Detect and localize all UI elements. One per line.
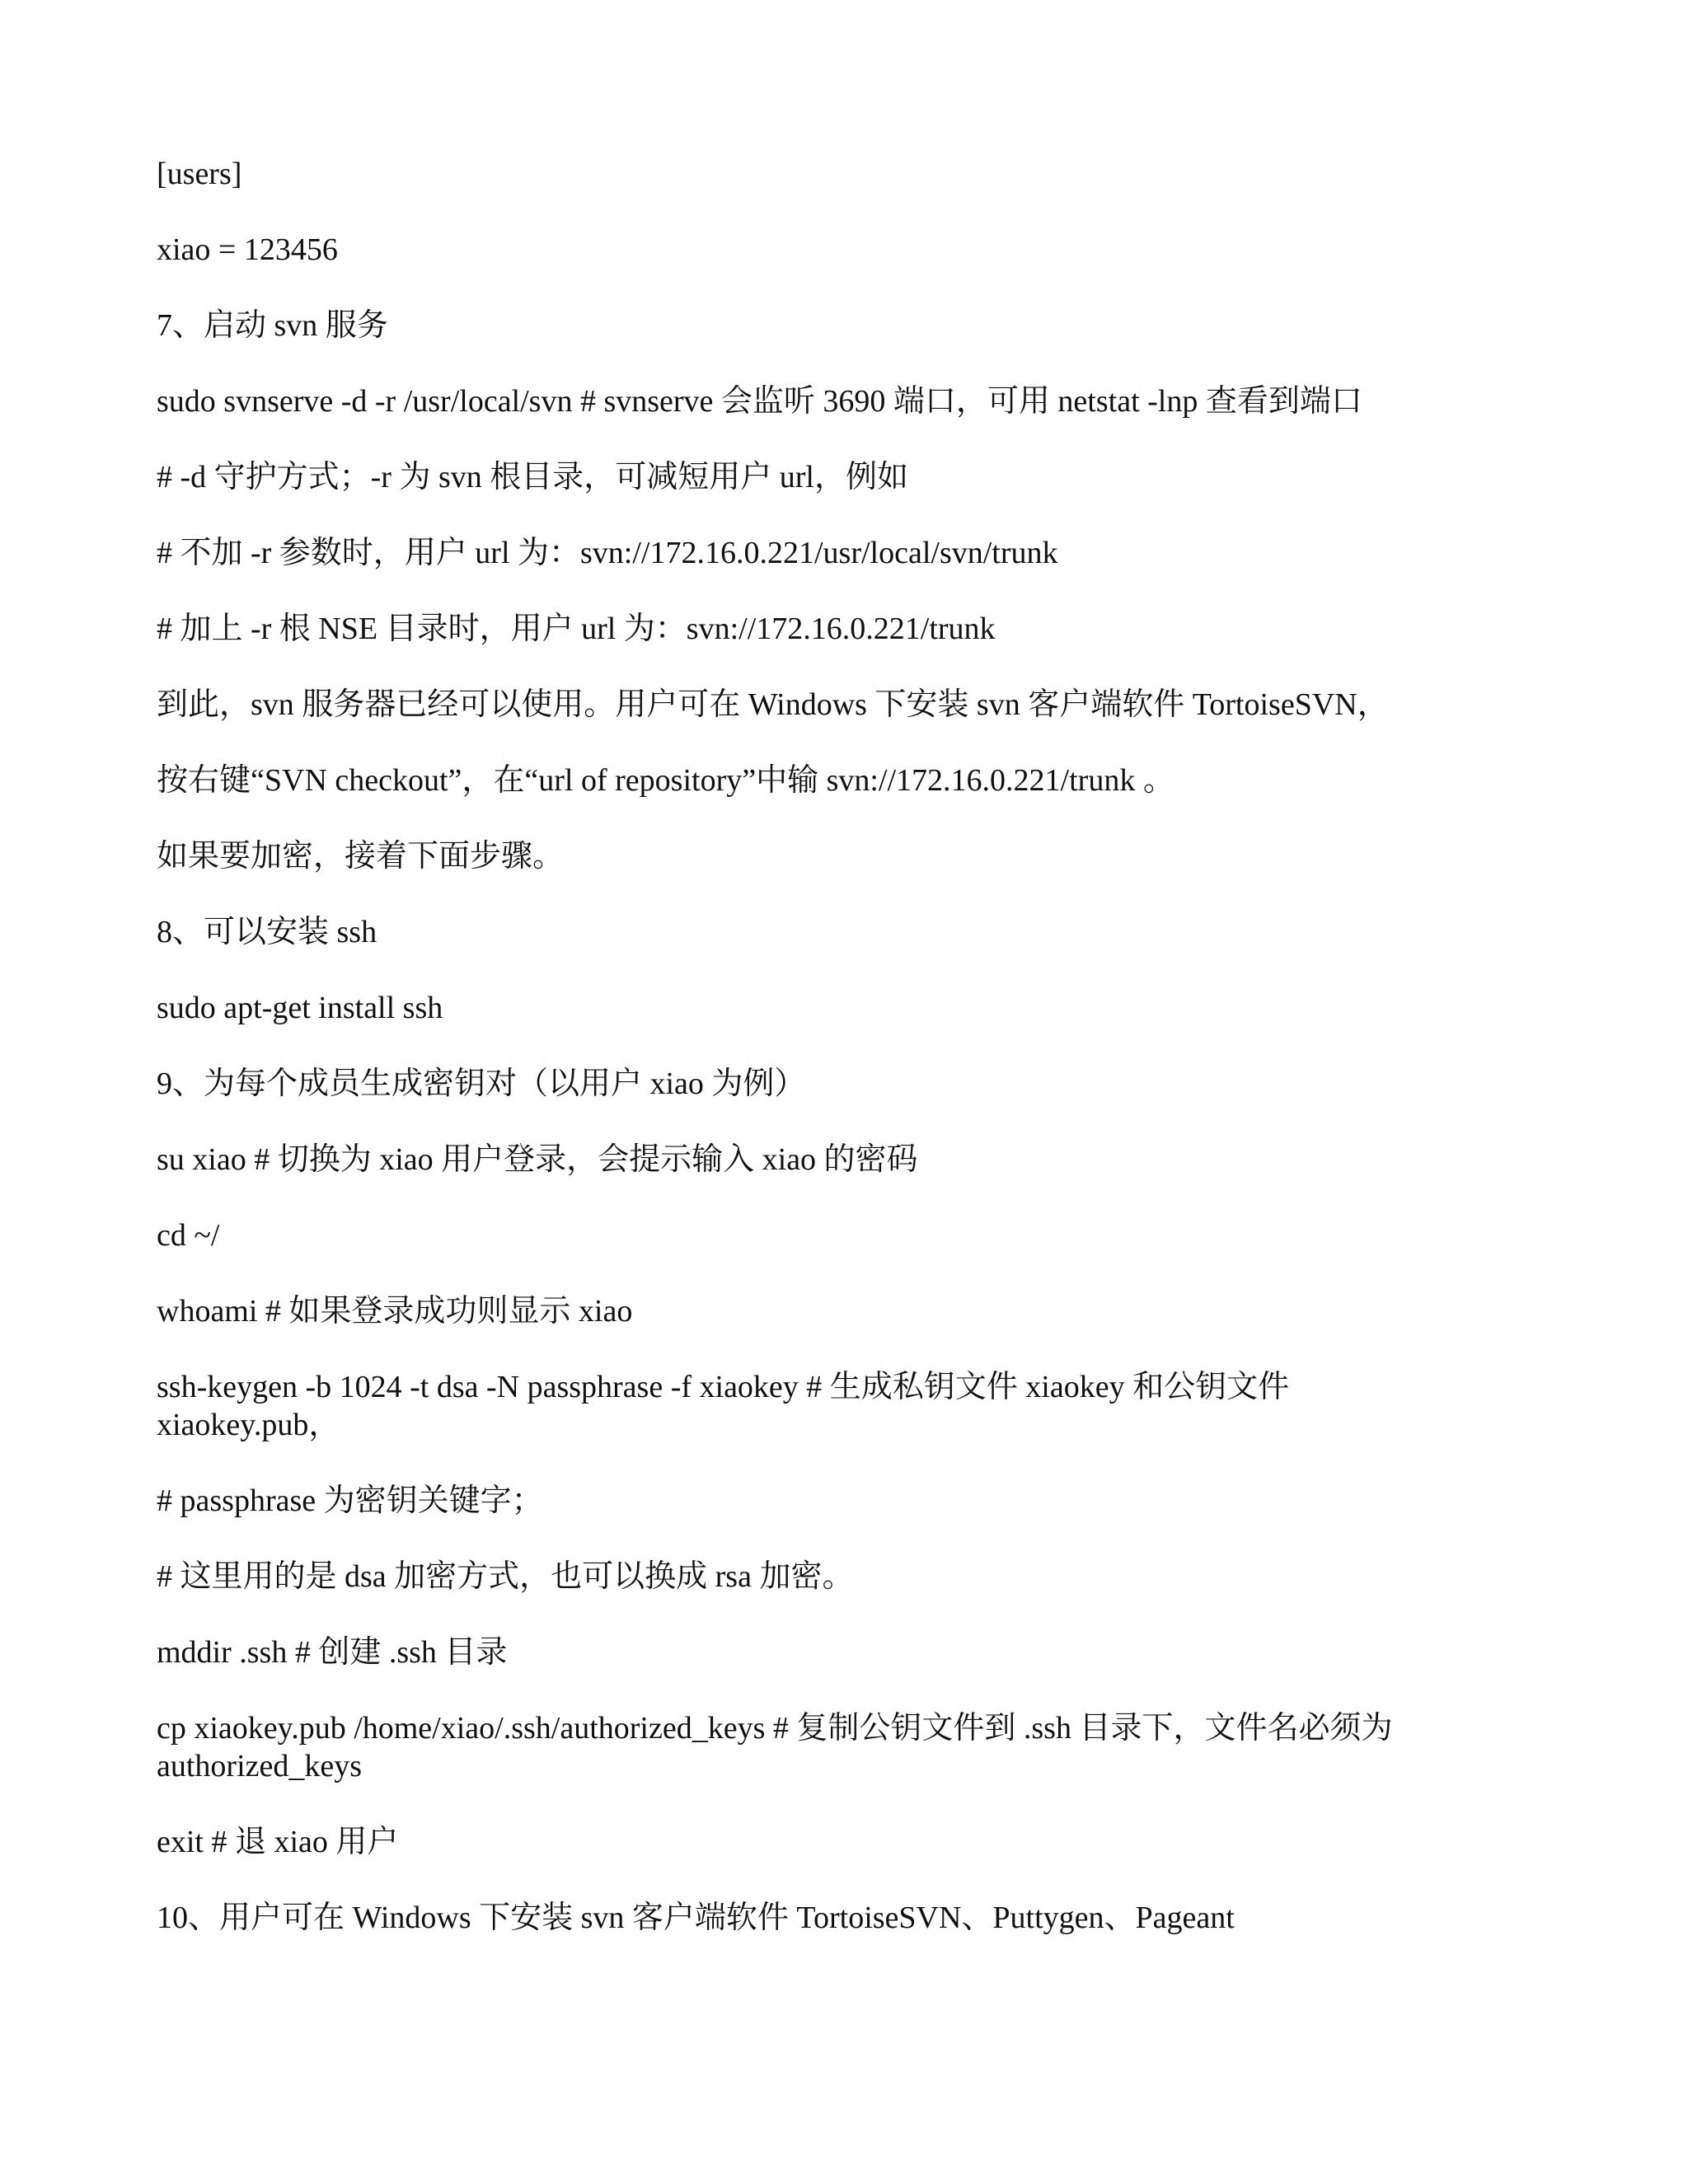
text-line-encrypt-note: 如果要加密，接着下面步骤。: [157, 839, 565, 874]
text-line-passphrase-comment: # passphrase 为密钥关键字；: [157, 1483, 543, 1518]
text-line-step-10: 10、用户可在 Windows 下安装 svn 客户端软件 TortoiseSVN、Puttygen、Pageant: [157, 1900, 1235, 1935]
text-line-dsa-comment: # 这里用的是 dsa 加密方式，也可以换成 rsa 加密。: [157, 1559, 854, 1594]
text-line-user-password: xiao = 123456: [157, 232, 338, 267]
text-line-step-8: 8、可以安装 ssh: [157, 915, 377, 949]
text-line-comment-without-r: # 不加 -r 参数时，用户 url 为：svn://172.16.0.221/usr/local/svn/trunk: [157, 536, 1058, 570]
text-line-ssh-keygen: ssh-keygen -b 1024 -t dsa -N passphrase -f xiaokey # 生成私钥文件 xiaokey 和公钥文件 xiaokey.pub，: [157, 1370, 1290, 1442]
text-line-comment-d-option: # -d 守护方式；-r 为 svn 根目录，可减短用户 url，例如: [157, 460, 908, 494]
text-line-cd-home: cd ~/: [157, 1218, 220, 1253]
text-line-comment-with-r: # 加上 -r 根 NSE 目录时，用户 url 为：svn://172.16.0.221/trunk: [157, 612, 996, 646]
text-line-checkout-instruction: 按右键“SVN checkout”，在“url of repository”中输 svn://172.16.0.221/trunk 。: [157, 763, 1175, 798]
text-line-apt-get-ssh: sudo apt-get install ssh: [157, 991, 443, 1025]
text-line-su-xiao: su xiao # 切换为 xiao 用户登录，会提示输入 xiao 的密码: [157, 1142, 918, 1177]
text-line-server-ready: 到此，svn 服务器已经可以使用。用户可在 Windows 下安装 svn 客户端软件 TortoiseSVN，: [157, 687, 1389, 722]
text-line-svnserve-command: sudo svnserve -d -r /usr/local/svn # svnserve 会监听 3690 端口，可用 netstat -lnp 查看到端口: [157, 384, 1362, 419]
text-line-mkdir-ssh: mddir .ssh # 创建 .ssh 目录: [157, 1635, 508, 1670]
text-line-step-7: 7、启动 svn 服务: [157, 308, 388, 343]
text-line-copy-pubkey: cp xiaokey.pub /home/xiao/.ssh/authorized_keys # 复制公钥文件到 .ssh 目录下，文件名必须为 authorized_keys: [157, 1711, 1393, 1783]
text-line-step-9: 9、为每个成员生成密钥对（以用户 xiao 为例）: [157, 1066, 806, 1101]
text-line-users-header: [users]: [157, 157, 242, 191]
text-line-whoami: whoami # 如果登录成功则显示 xiao: [157, 1294, 633, 1329]
text-line-exit: exit # 退 xiao 用户: [157, 1825, 399, 1859]
